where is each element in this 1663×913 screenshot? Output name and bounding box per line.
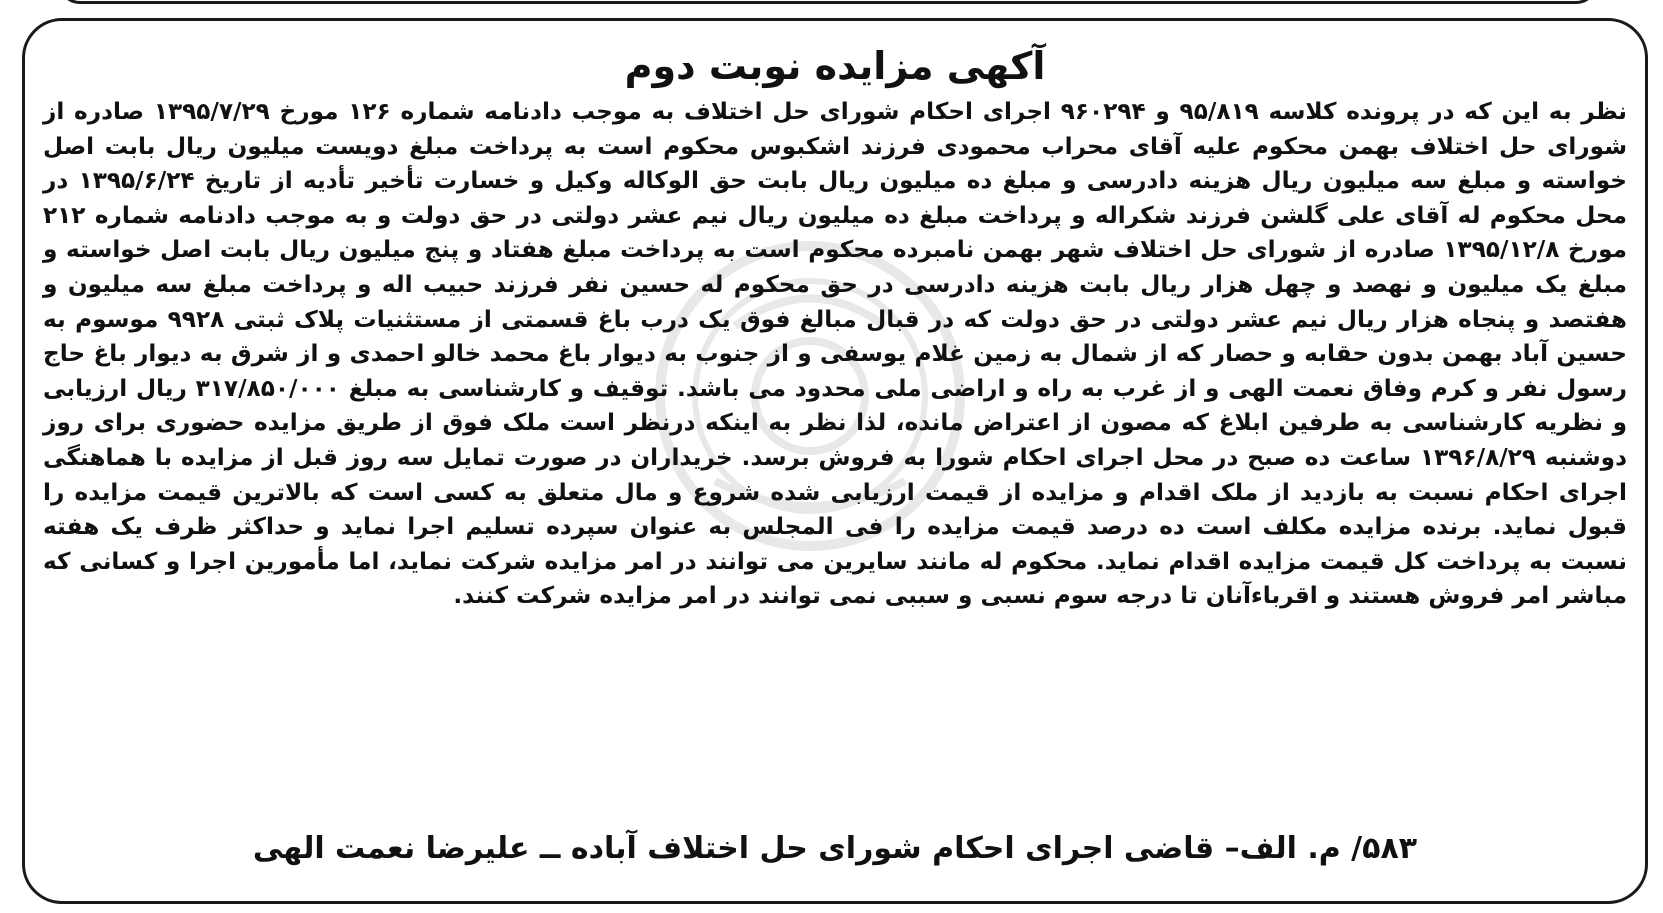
notice-body: نظر به این که در پرونده کلاسه ۹۵/۸۱۹ و ۹۶۰۲۹۴ اجرای احکام شورای حل اختلاف به موجب دادنامه شماره ۱۲۶ مورخ ۱۳۹۵/۷/۲۹ صادره از شورای حل اختلاف بهمن محکوم علیه آقای محراب محمودی فرزند اشکبوس محکوم است به پرداخت مبلغ دویست میلیون ریال بابت اصل خواسته و مبلغ سه میلیون ریال هزینه دادرسی و مبلغ ده میلیون ریال بابت حق الوکاله وکیل و خسارت تأخیر تأدیه از تاریخ ۱۳۹۵/۶/۲۴ در محل محکوم له آقای علی گلشن فرزند شکراله و پرداخت مبلغ ده میلیون ریال نیم عشر دولتی در حق دولت و به موجب دادنامه شماره ۲۱۲ مورخ ۱۳۹۵/۱۲/۸ صادره از شورای حل اختلاف شهر بهمن نامبرده محکوم است به پرداخت مبلغ هفتاد و پنج میلیون ریال بابت اصل خواسته و مبلغ یک میلیون و نهصد و چهل هزار ریال بابت هزینه دادرسی در حق محکوم له حسین نفر فرزند حبیب اله و پرداخت مبلغ سه میلیون و هفتصد و پنجاه هزار ریال نیم عشر دولتی در حق دولت که در قبال مبالغ فوق یک درب باغ قسمتی از مستثنیات پلاک ثبتی ۹۹۲۸ موسوم به حسین آباد بهمن بدون حقابه و حصار که از شمال به زمین غلام یوسفی و از جنوب به دیوار باغ محمد خالو احمدی و از شرق به دیوار باغ حاج رسول نفر و کرم وفاق نعمت الهی و از غرب به راه و اراضی ملی محدود می باشد. توقیف و کارشناسی به مبلغ ۳۱۷/۸۵۰/۰۰۰ ریال ارزیابی و نظریه کارشناسی به طرفین ابلاغ که مصون از اعتراض مانده، لذا نظر به اینکه درنظر است ملک فوق از طریق مزایده حضوری برای روز دوشنبه ۱۳۹۶/۸/۲۹ ساعت ده صبح در محل اجرای احکام شورا به فروش برسد. خریداران در صورت تمایل سه روز قبل از مزایده با هماهنگی اجرای احکام نسبت به بازدید از ملک اقدام و مزایده از قیمت ارزیابی شده شروع و مال متعلق به کسی است که بالاترین قیمت مزایده را قبول نماید. برنده مزایده مکلف است ده درصد قیمت مزایده را فی المجلس به عنوان سپرده تسلیم اجرا نماید و حداکثر ظرف یک هفته نسبت به پرداخت کل قیمت مزایده اقدام نماید. محکوم له مانند سایرین می توانند در امر مزایده شرکت نماید، اما مأمورین اجرا و کسانی که مباشر امر فروش هستند و اقرباءآنان تا درجه سوم نسبی و سببی نمی توانند در امر مزایده شرکت کنند. — [43, 98, 1627, 610]
notice-signature: ۵۸۳/ م. الف– قاضی اجرای احکام شورای حل اختلاف آباده ــ علیرضا نعمت الهی — [252, 831, 1418, 866]
notice-frame — [22, 18, 1648, 904]
top-border-box — [58, 0, 1598, 4]
notice-title: آکهی مزایده نوبت دوم — [624, 44, 1046, 88]
